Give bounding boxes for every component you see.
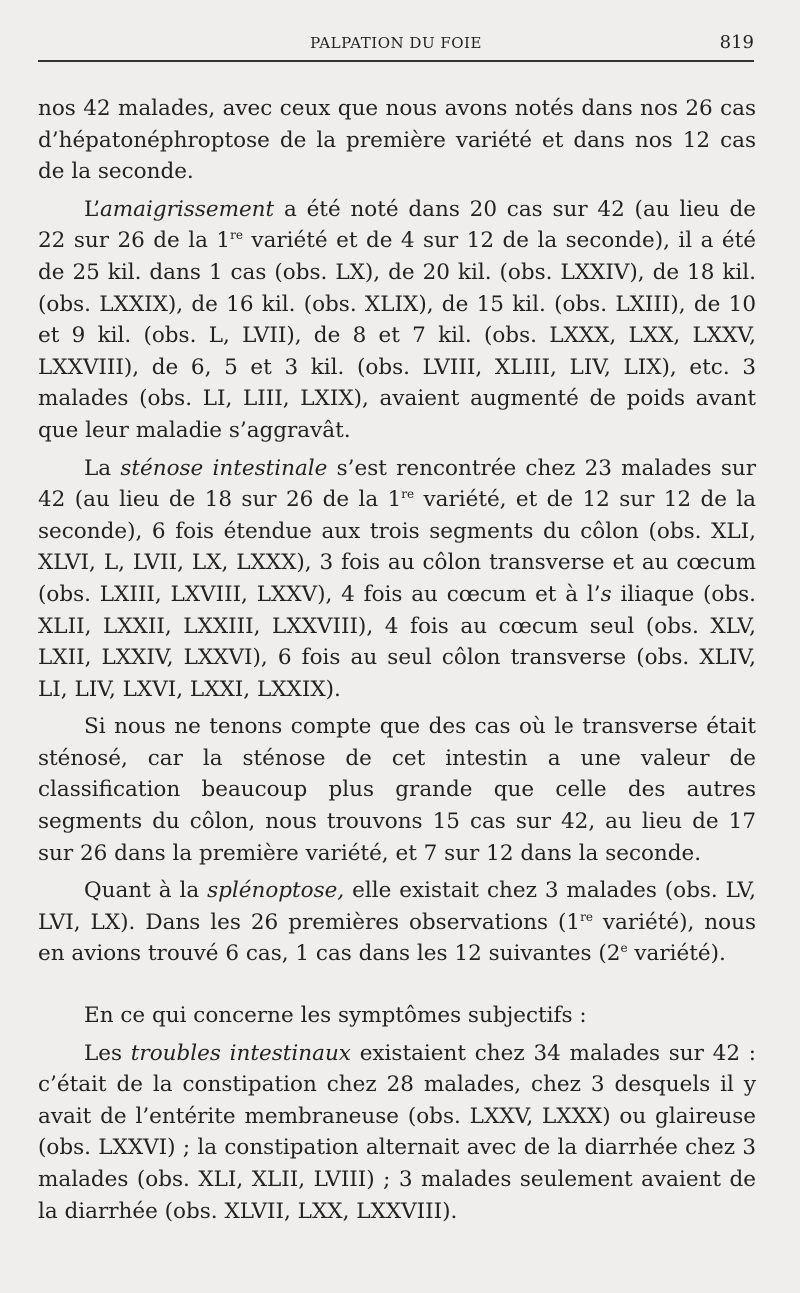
- superscript: re: [580, 909, 593, 924]
- paragraph-splenoptose: [38, 875, 756, 970]
- italic-term: splénoptose,: [207, 878, 345, 904]
- paragraph-4-text: Si nous ne tenons compte que des cas où le transverse était sténosé, car la sténose de cet intestin a une valeur de classification beaucoup plus grande que celle des autres segments du côlon, nous trouvons 15 cas sur 42, au lieu de 17 sur 26 dans la première variété, et 7 sur 12 dans la seconde.: [38, 714, 756, 866]
- superscript: re: [401, 486, 415, 501]
- text-run: variété), nous en avions trouvé 6 cas, 1 cas dans les 12 suivantes (2: [38, 909, 756, 967]
- text-run: a été noté dans 20 cas sur 42 (au lieu de 22 sur 26 de la 1: [38, 196, 756, 254]
- italic-term: amaigrissement: [99, 196, 275, 222]
- running-title: PALPATION DU FOIE: [310, 34, 482, 52]
- paragraph-6-text: En ce qui concerne les symptômes subjectifs :: [84, 1003, 587, 1029]
- paragraph-stenose: [38, 453, 756, 706]
- paragraph-1-text: nos 42 malades, avec ceux que nous avons notés dans nos 26 cas d’hépatonéphroptose de la première variété et dans nos 12 cas de la seconde.: [38, 96, 756, 185]
- italic-term: s: [600, 581, 612, 607]
- text-run: iliaque (obs. XLII, LXXII, LXXIII, LXXVIII), 4 fois au cœcum seul (obs. XLV, LXII, LXXIV, LXXVI), 6 fois au seul côlon transverse (obs. XLIV, LI, LIV, LXVI, LXXI, LXXIX).: [38, 581, 756, 702]
- text-run: La: [84, 455, 121, 481]
- text-run: elle existait chez 3 malades (obs. LV, LVI, LX). Dans les 26 premières observations (1: [38, 878, 757, 935]
- paragraph-symptomes: [38, 1000, 756, 1032]
- text-run: existaient chez 34 malades sur 42 : c’était de la constipation chez 28 malades, chez 3 desquels il y avait de l’entérite membraneuse (obs. LXXV, LXXX) ou glaireuse (obs. LXXVI) ; la constipation alternait avec de la diarrhée chez 3 malades (obs. XLI, XLII, LVIII) ; 3 malades seulement avaient de la diarrhée (obs. XLVII, LXX, LXXVIII).: [38, 1040, 756, 1224]
- text-run: variété et de 4 sur 12 de la seconde), il a été de 25 kil. dans 1 cas (obs. LX), de 20 kil. (obs. LXXIV), de 18 kil. (obs. LXXIX), de 16 kil. (obs. XLIX), de 15 kil. (obs. LXIII), de 10 et 9 kil. (obs. L, LVII), de 8 et 7 kil. (obs. LXXX, LXX, LXXV, LXXVIII), de 6, 5 et 3 kil. (obs. LVIII, XLIII, LIV, LIX), etc. 3 malades (obs. LI, LIII, LXIX), avaient augmenté de poids avant que leur maladie s’aggravât.: [38, 228, 757, 443]
- text-run: L’: [84, 196, 100, 222]
- paragraph-amaigrissement: [38, 194, 756, 447]
- text-run: variété, et de 12 sur 12 de la seconde), 6 fois étendue aux trois segments du côlon (obs. XLI, XLVI, L, LVII, LX, LXXX), 3 fois au côlon transverse et au cœcum (obs. LXIII, LXVIII, LXXV), 4 fois au cœcum et à l’: [38, 487, 756, 607]
- paragraph-transverse: [38, 711, 756, 869]
- paragraph-1: [38, 93, 756, 188]
- page-number: 819: [719, 32, 754, 53]
- italic-term: troubles intestinaux: [130, 1040, 351, 1066]
- text-run: variété).: [627, 941, 726, 967]
- paragraph-troubles-intestinaux: [38, 1038, 756, 1228]
- page-body: [38, 93, 756, 1227]
- superscript: e: [620, 941, 628, 956]
- text-run: Quant à la: [84, 878, 208, 904]
- italic-term: sténose intestinale: [120, 455, 328, 481]
- text-run: Les: [84, 1040, 131, 1066]
- page-header: [38, 30, 754, 62]
- superscript: re: [230, 228, 243, 243]
- text-run: s’est rencontrée chez 23 malades sur 42 (au lieu de 18 sur 26 de la 1: [38, 455, 756, 513]
